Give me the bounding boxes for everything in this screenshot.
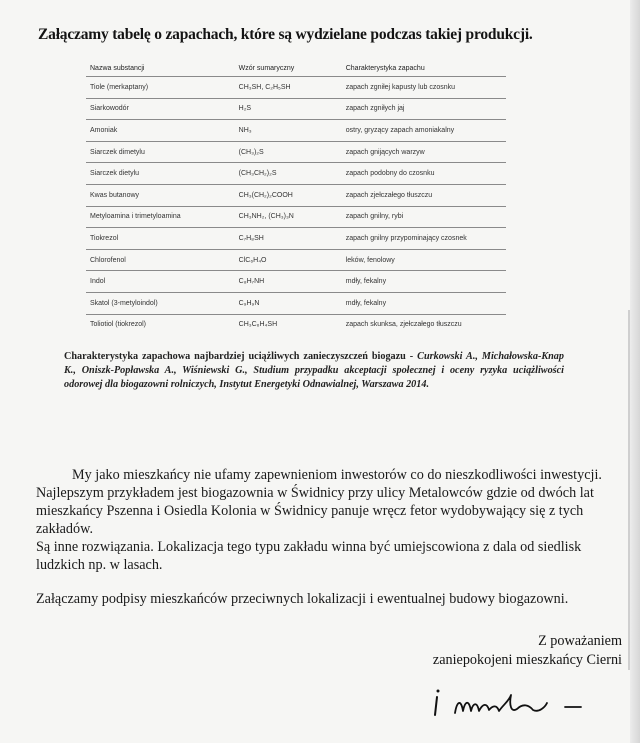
closing-signatories: zaniepokojeni mieszkańcy Cierni: [432, 652, 622, 668]
odor-cell: zapach gnilny, rybi: [342, 206, 506, 228]
table-row: [86, 292, 506, 314]
substance-cell: Siarkowodór: [86, 98, 235, 120]
formula-cell: NH₃: [235, 120, 342, 142]
closing: [382, 632, 622, 670]
substance-cell: Siarczek dietylu: [86, 163, 235, 185]
table-row: [86, 228, 506, 250]
odor-cell: zapach zgniłej kapusty lub czosnku: [342, 77, 506, 99]
table-caption: [64, 350, 564, 392]
table-row: [86, 141, 506, 163]
paragraph-alternatives: Są inne rozwiązania. Lokalizacja tego typu zakładu winna być umiejscowiona z dala od siedlisk ludzkich np. w lasach.: [36, 539, 582, 573]
formula-cell: (CH₃CH₂)₂S: [235, 163, 342, 185]
odor-cell: mdły, fekalny: [342, 271, 506, 293]
caption-lead: Charakterystyka zapachowa najbardziej uciążliwych zanieczyszczeń biogazu -: [64, 351, 418, 362]
substance-cell: Metyloamina i trimetyloamina: [86, 206, 235, 228]
page-edge: [630, 0, 640, 743]
handwritten-signature: [425, 683, 615, 723]
odor-cell: zapach gnijących warzyw: [342, 141, 506, 163]
substance-cell: Amoniak: [86, 120, 235, 142]
substance-cell: Siarczek dimetylu: [86, 141, 235, 163]
table-header-row: [86, 60, 506, 77]
odor-cell: leków, fenolowy: [342, 249, 506, 271]
formula-cell: C₈H₇NH: [235, 271, 342, 293]
table-row: [86, 120, 506, 142]
header-formula: Wzór sumaryczny: [238, 64, 295, 72]
odor-cell: zapach zgniłych jaj: [342, 98, 506, 120]
substance-cell: Skatol (3-metyloindol): [86, 292, 235, 314]
formula-cell: H₂S: [235, 98, 342, 120]
formula-cell: C₇H₈SH: [235, 228, 342, 250]
paragraph-signatures: Załączamy podpisy mieszkańców przeciwnych lokalizacji i ewentualnej budowy biogazowni.: [36, 591, 569, 607]
formula-cell: CH₃SH, C₂H₅SH: [235, 77, 342, 99]
substance-cell: Tiole (merkaptany): [86, 77, 235, 99]
intro-text: Załączamy tabelę o zapachach, które są wydzielane podczas takiej produkcji.: [38, 26, 533, 43]
table-row: [86, 184, 506, 206]
formula-cell: CH₃(CH₂)₂COOH: [235, 184, 342, 206]
odor-cell: zapach podobny do czosnku: [342, 163, 506, 185]
substance-cell: Indol: [86, 271, 235, 293]
odor-cell: ostry, gryzący zapach amoniakalny: [342, 120, 506, 142]
caption-citation: Curkowski A., Michałowska-Knap K., Oniszk-Popławska A., Wiśniewski G., Studium przypadku akceptacji społecznej i oceny ryzyka uciążliwości odorowej dla biogazowni rolniczych, Instytut Energetyki Odnawialnej, Warszawa 2014.: [64, 351, 564, 390]
header-odor: Charakterystyka zapachu: [345, 64, 425, 72]
table-row: [86, 98, 506, 120]
formula-cell: ClC₆H₄O: [235, 249, 342, 271]
table-row: [86, 206, 506, 228]
letter-body: [36, 466, 626, 608]
closing-greeting: Z poważaniem: [538, 633, 622, 649]
table-row: [86, 77, 506, 99]
table-row: [86, 163, 506, 185]
table-row: [86, 249, 506, 271]
formula-cell: CH₃C₆H₄SH: [235, 314, 342, 335]
table-row: [86, 314, 506, 335]
substance-cell: Tiokrezol: [86, 228, 235, 250]
paragraph-concerns: My jako mieszkańcy nie ufamy zapewnieniom inwestorów co do nieszkodliwości inwestycji. Najlepszym przykładem jest biogazownia w Świdnicy przy ulicy Metalowców gdzie od dwóch lat mieszkańcy Pszenna i Osiedla Kolonia w Świdnicy panuje wręcz fetor wydobywający się z tych zakładów.: [36, 467, 602, 537]
odor-cell: mdły, fekalny: [342, 292, 506, 314]
substance-cell: Toliotiol (tiokrezol): [86, 314, 235, 335]
substance-cell: Chlorofenol: [86, 249, 235, 271]
table-row: [86, 271, 506, 293]
odor-cell: zapach zjełczałego tłuszczu: [342, 184, 506, 206]
odor-cell: zapach gnilny przypominający czosnek: [342, 228, 506, 250]
header-substance: Nazwa substancji: [90, 64, 145, 72]
odor-table: [86, 60, 506, 335]
formula-cell: C₉H₉N: [235, 292, 342, 314]
odor-cell: zapach skunksa, zjełczałego tłuszczu: [342, 314, 506, 335]
page-shadow: [628, 310, 630, 670]
substance-cell: Kwas butanowy: [86, 184, 235, 206]
formula-cell: (CH₃)₂S: [235, 141, 342, 163]
formula-cell: CH₃NH₂, (CH₃)₃N: [235, 206, 342, 228]
